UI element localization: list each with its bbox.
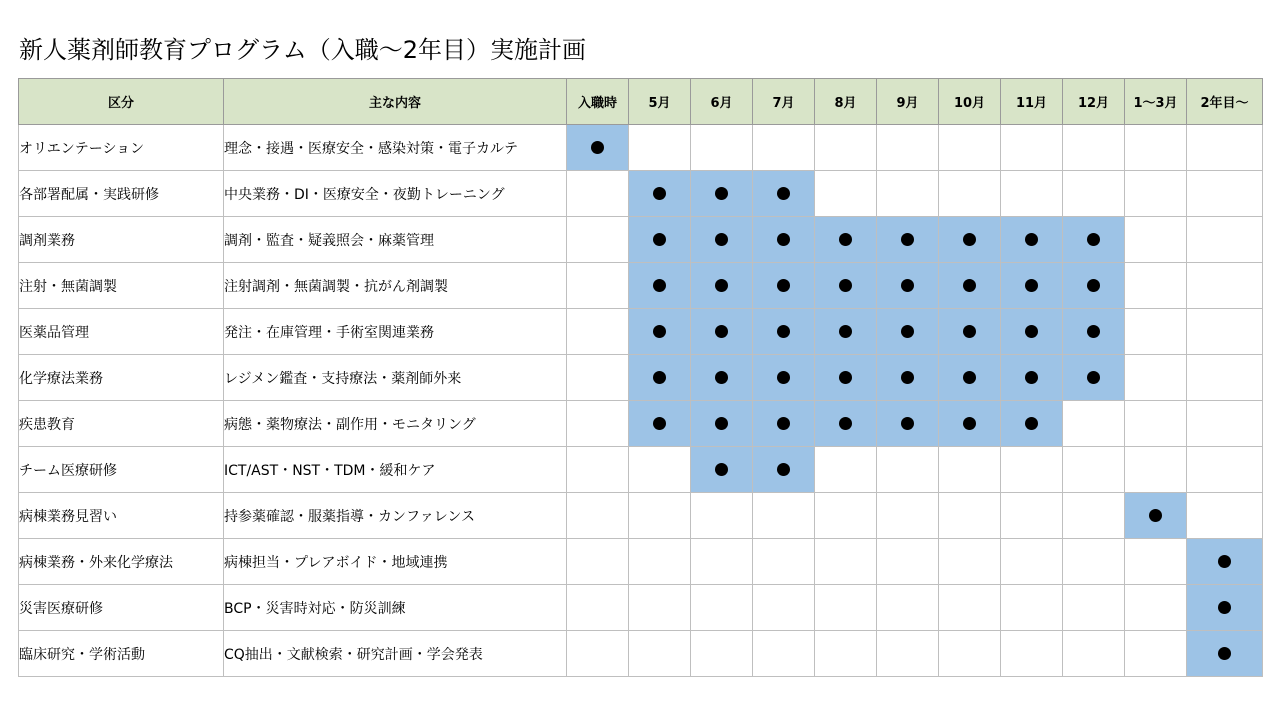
row-category: 医薬品管理 (19, 309, 224, 355)
schedule-marker-icon (715, 233, 728, 246)
schedule-cell-active (877, 263, 939, 309)
schedule-cell (939, 539, 1001, 585)
schedule-cell (691, 631, 753, 677)
schedule-cell (939, 493, 1001, 539)
row-category: 病棟業務見習い (19, 493, 224, 539)
schedule-cell (691, 125, 753, 171)
schedule-cell-active (1001, 355, 1063, 401)
schedule-cell (1125, 263, 1187, 309)
schedule-cell (691, 539, 753, 585)
schedule-cell (629, 539, 691, 585)
schedule-cell (939, 171, 1001, 217)
schedule-marker-icon (963, 233, 976, 246)
schedule-cell (1001, 539, 1063, 585)
schedule-cell-active (1001, 217, 1063, 263)
schedule-cell (815, 447, 877, 493)
header-period-dec: 12月 (1063, 79, 1125, 125)
schedule-cell (1063, 125, 1125, 171)
schedule-marker-icon (777, 279, 790, 292)
schedule-marker-icon (1025, 233, 1038, 246)
schedule-marker-icon (1025, 325, 1038, 338)
row-category: 注射・無菌調製 (19, 263, 224, 309)
schedule-cell-active (753, 401, 815, 447)
header-period-join: 入職時 (567, 79, 629, 125)
header-period-jun: 6月 (691, 79, 753, 125)
schedule-cell (1063, 171, 1125, 217)
schedule-cell-active (1125, 493, 1187, 539)
schedule-cell-active (691, 309, 753, 355)
row-content: 発注・在庫管理・手術室関連業務 (224, 309, 567, 355)
schedule-cell (815, 171, 877, 217)
row-content: CQ抽出・文献検索・研究計画・学会発表 (224, 631, 567, 677)
page-title: 新人薬剤師教育プログラム（入職～2年目）実施計画 (19, 36, 587, 64)
schedule-cell (1187, 401, 1263, 447)
schedule-cell-active (815, 401, 877, 447)
schedule-marker-icon (715, 371, 728, 384)
schedule-cell (1001, 447, 1063, 493)
row-content: 中央業務・DI・医療安全・夜勤トレーニング (224, 171, 567, 217)
row-content: 調剤・監査・疑義照会・麻薬管理 (224, 217, 567, 263)
row-category: 調剤業務 (19, 217, 224, 263)
schedule-cell (1125, 401, 1187, 447)
schedule-cell (567, 263, 629, 309)
schedule-cell (815, 539, 877, 585)
schedule-cell (629, 631, 691, 677)
header-period-jan-mar: 1～3月 (1125, 79, 1187, 125)
schedule-marker-icon (777, 463, 790, 476)
schedule-cell (753, 539, 815, 585)
schedule-cell (939, 125, 1001, 171)
schedule-cell-active (1063, 355, 1125, 401)
schedule-cell (1187, 355, 1263, 401)
schedule-cell (1125, 309, 1187, 355)
schedule-cell (939, 631, 1001, 677)
schedule-cell-active (753, 447, 815, 493)
schedule-cell (567, 585, 629, 631)
schedule-cell-active (939, 309, 1001, 355)
schedule-cell-active (753, 309, 815, 355)
schedule-cell-active (691, 217, 753, 263)
schedule-cell-active (939, 217, 1001, 263)
header-period-sep: 9月 (877, 79, 939, 125)
schedule-cell-active (1187, 539, 1263, 585)
schedule-cell (1187, 263, 1263, 309)
schedule-cell (1063, 539, 1125, 585)
table-row (19, 217, 1263, 263)
table-row (19, 539, 1263, 585)
schedule-cell (691, 585, 753, 631)
schedule-cell (877, 125, 939, 171)
schedule-cell (567, 631, 629, 677)
schedule-cell (1125, 217, 1187, 263)
schedule-marker-icon (839, 371, 852, 384)
schedule-cell (753, 493, 815, 539)
schedule-marker-icon (901, 233, 914, 246)
schedule-cell (1001, 493, 1063, 539)
schedule-marker-icon (1087, 325, 1100, 338)
header-period-may: 5月 (629, 79, 691, 125)
schedule-cell-active (1063, 309, 1125, 355)
schedule-marker-icon (715, 187, 728, 200)
schedule-cell-active (691, 447, 753, 493)
schedule-cell (815, 631, 877, 677)
schedule-marker-icon (715, 325, 728, 338)
schedule-marker-icon (963, 279, 976, 292)
schedule-cell (1187, 493, 1263, 539)
schedule-cell (1001, 631, 1063, 677)
schedule-cell (815, 125, 877, 171)
schedule-cell (567, 401, 629, 447)
header-period-aug: 8月 (815, 79, 877, 125)
row-category: 各部署配属・実践研修 (19, 171, 224, 217)
schedule-marker-icon (777, 417, 790, 430)
schedule-cell-active (691, 401, 753, 447)
schedule-cell (939, 585, 1001, 631)
schedule-marker-icon (1218, 555, 1231, 568)
schedule-marker-icon (653, 417, 666, 430)
row-content: 持参薬確認・服薬指導・カンファレンス (224, 493, 567, 539)
schedule-cell (1125, 355, 1187, 401)
schedule-marker-icon (777, 371, 790, 384)
schedule-marker-icon (1087, 279, 1100, 292)
schedule-marker-icon (963, 371, 976, 384)
schedule-marker-icon (653, 371, 666, 384)
schedule-cell-active (567, 125, 629, 171)
header-period-year2: 2年目～ (1187, 79, 1263, 125)
row-content: 病棟担当・プレアボイド・地域連携 (224, 539, 567, 585)
schedule-cell-active (939, 355, 1001, 401)
table-row (19, 447, 1263, 493)
table-row (19, 585, 1263, 631)
schedule-marker-icon (653, 233, 666, 246)
schedule-cell-active (877, 217, 939, 263)
schedule-cell (567, 539, 629, 585)
schedule-cell-active (815, 309, 877, 355)
schedule-cell-active (939, 401, 1001, 447)
schedule-marker-icon (1025, 279, 1038, 292)
table-row (19, 263, 1263, 309)
schedule-cell (877, 171, 939, 217)
header-period-jul: 7月 (753, 79, 815, 125)
table-row (19, 631, 1263, 677)
schedule-cell (1125, 539, 1187, 585)
row-content: BCP・災害時対応・防災訓練 (224, 585, 567, 631)
schedule-marker-icon (839, 279, 852, 292)
header-period-oct: 10月 (939, 79, 1001, 125)
schedule-cell (1125, 125, 1187, 171)
schedule-cell (1063, 493, 1125, 539)
schedule-cell-active (629, 309, 691, 355)
schedule-cell (753, 585, 815, 631)
row-category: 病棟業務・外来化学療法 (19, 539, 224, 585)
header-category: 区分 (19, 79, 224, 125)
schedule-marker-icon (901, 279, 914, 292)
schedule-cell (629, 493, 691, 539)
table-row (19, 171, 1263, 217)
schedule-cell (567, 355, 629, 401)
row-category: オリエンテーション (19, 125, 224, 171)
schedule-cell-active (1001, 263, 1063, 309)
schedule-cell (877, 539, 939, 585)
schedule-cell-active (753, 217, 815, 263)
schedule-cell (629, 585, 691, 631)
row-category: 疾患教育 (19, 401, 224, 447)
header-period-nov: 11月 (1001, 79, 1063, 125)
schedule-cell (567, 309, 629, 355)
schedule-cell-active (629, 401, 691, 447)
schedule-cell-active (1063, 263, 1125, 309)
schedule-cell (1063, 631, 1125, 677)
header-content: 主な内容 (224, 79, 567, 125)
schedule-marker-icon (1218, 647, 1231, 660)
schedule-cell (877, 447, 939, 493)
schedule-cell (1125, 585, 1187, 631)
row-category: 化学療法業務 (19, 355, 224, 401)
row-content: 病態・薬物療法・副作用・モニタリング (224, 401, 567, 447)
schedule-marker-icon (1218, 601, 1231, 614)
row-content: レジメン鑑査・支持療法・薬剤師外来 (224, 355, 567, 401)
schedule-marker-icon (1087, 371, 1100, 384)
schedule-marker-icon (901, 371, 914, 384)
schedule-marker-icon (1025, 417, 1038, 430)
schedule-body (19, 125, 1263, 677)
schedule-cell-active (629, 355, 691, 401)
schedule-marker-icon (715, 279, 728, 292)
schedule-cell (1063, 585, 1125, 631)
table-row (19, 493, 1263, 539)
schedule-cell (877, 631, 939, 677)
schedule-table (18, 78, 1263, 677)
schedule-cell (567, 217, 629, 263)
schedule-cell-active (877, 401, 939, 447)
schedule-cell (1125, 171, 1187, 217)
schedule-cell-active (629, 217, 691, 263)
schedule-marker-icon (1025, 371, 1038, 384)
schedule-cell-active (1187, 585, 1263, 631)
schedule-cell-active (1063, 217, 1125, 263)
schedule-cell-active (815, 355, 877, 401)
schedule-marker-icon (963, 325, 976, 338)
schedule-marker-icon (839, 233, 852, 246)
schedule-marker-icon (777, 187, 790, 200)
schedule-marker-icon (839, 417, 852, 430)
schedule-cell (567, 171, 629, 217)
schedule-marker-icon (963, 417, 976, 430)
schedule-cell-active (1187, 631, 1263, 677)
table-row (19, 355, 1263, 401)
schedule-cell (1187, 171, 1263, 217)
schedule-cell-active (753, 171, 815, 217)
schedule-cell (567, 447, 629, 493)
schedule-cell (1125, 447, 1187, 493)
schedule-marker-icon (715, 417, 728, 430)
table-row (19, 125, 1263, 171)
row-content: 理念・接遇・医療安全・感染対策・電子カルテ (224, 125, 567, 171)
schedule-cell (1187, 217, 1263, 263)
table-row (19, 309, 1263, 355)
schedule-cell (629, 125, 691, 171)
schedule-marker-icon (901, 417, 914, 430)
schedule-cell-active (1001, 309, 1063, 355)
schedule-cell (1001, 585, 1063, 631)
schedule-cell (1187, 309, 1263, 355)
table-row (19, 401, 1263, 447)
schedule-marker-icon (715, 463, 728, 476)
schedule-cell-active (877, 355, 939, 401)
schedule-cell (1063, 401, 1125, 447)
header-row (19, 79, 1263, 125)
schedule-cell-active (691, 355, 753, 401)
schedule-cell-active (753, 263, 815, 309)
schedule-cell (1125, 631, 1187, 677)
schedule-marker-icon (1149, 509, 1162, 522)
schedule-marker-icon (653, 325, 666, 338)
schedule-marker-icon (591, 141, 604, 154)
schedule-marker-icon (901, 325, 914, 338)
schedule-cell (1001, 171, 1063, 217)
schedule-cell (691, 493, 753, 539)
schedule-cell-active (691, 263, 753, 309)
schedule-cell (629, 447, 691, 493)
row-content: ICT/AST・NST・TDM・緩和ケア (224, 447, 567, 493)
schedule-marker-icon (653, 187, 666, 200)
row-category: チーム医療研修 (19, 447, 224, 493)
schedule-cell-active (691, 171, 753, 217)
row-category: 災害医療研修 (19, 585, 224, 631)
schedule-cell-active (629, 263, 691, 309)
schedule-cell (1001, 125, 1063, 171)
schedule-cell (1187, 125, 1263, 171)
schedule-cell (753, 125, 815, 171)
schedule-marker-icon (653, 279, 666, 292)
schedule-marker-icon (839, 325, 852, 338)
schedule-cell-active (877, 309, 939, 355)
schedule-cell (877, 585, 939, 631)
schedule-cell (753, 631, 815, 677)
schedule-cell (877, 493, 939, 539)
schedule-cell (1063, 447, 1125, 493)
schedule-cell (815, 493, 877, 539)
schedule-cell (1187, 447, 1263, 493)
schedule-cell-active (1001, 401, 1063, 447)
schedule-cell (939, 447, 1001, 493)
row-category: 臨床研究・学術活動 (19, 631, 224, 677)
schedule-cell-active (753, 355, 815, 401)
schedule-cell-active (629, 171, 691, 217)
row-content: 注射調剤・無菌調製・抗がん剤調製 (224, 263, 567, 309)
schedule-cell (815, 585, 877, 631)
schedule-cell (567, 493, 629, 539)
schedule-marker-icon (1087, 233, 1100, 246)
schedule-cell-active (939, 263, 1001, 309)
schedule-cell-active (815, 217, 877, 263)
schedule-marker-icon (777, 233, 790, 246)
schedule-cell-active (815, 263, 877, 309)
schedule-marker-icon (777, 325, 790, 338)
